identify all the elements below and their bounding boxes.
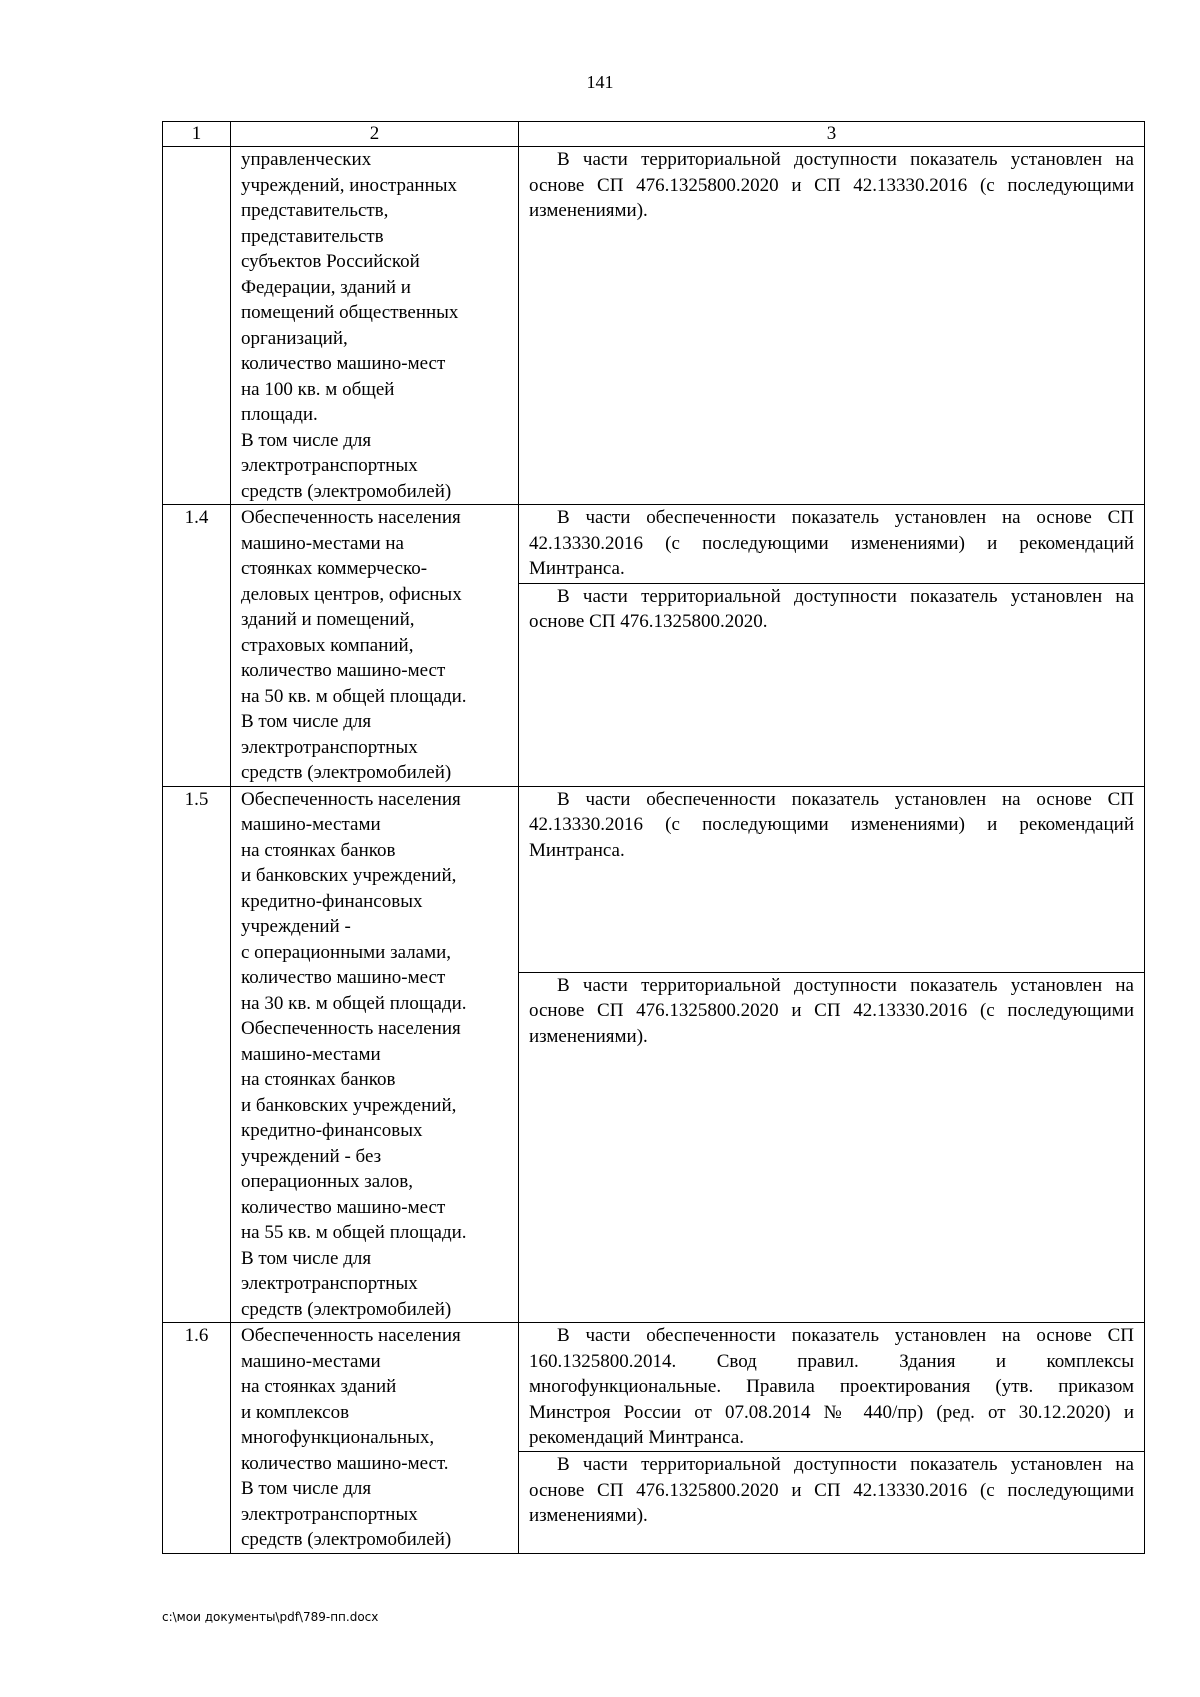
table-row <box>163 505 1145 584</box>
name-line: количество машино-мест <box>241 353 446 374</box>
name-line: представительств <box>241 225 384 247</box>
justification-cell <box>519 1323 1145 1452</box>
row-number: 1.5 <box>163 786 231 1323</box>
name-line: В том числе для <box>241 1247 372 1269</box>
name-line: кредитно-финансовых <box>241 890 423 912</box>
name-line: машино-местами <box>241 1043 381 1065</box>
name-line: представительств, <box>241 200 389 221</box>
name-line: и банковских учреждений, <box>241 1094 457 1116</box>
name-line: В том числе для <box>241 1478 372 1499</box>
table-header-row <box>163 122 1145 147</box>
name-line: Обеспеченность населения <box>241 1325 461 1346</box>
name-line: страховых компаний, <box>241 634 414 656</box>
name-line: с операционными залами, <box>241 941 452 963</box>
name-line: электротранспортных <box>241 1273 418 1294</box>
norms-table <box>162 121 1145 1554</box>
indicator-name <box>231 1323 519 1554</box>
name-line: субъектов Российской <box>241 251 420 272</box>
table-row <box>163 786 1145 972</box>
justification-cell <box>519 583 1145 786</box>
name-line: кредитно-финансовых <box>241 1120 423 1141</box>
name-line: на стоянках банков <box>241 1069 396 1090</box>
name-line: помещений общественных <box>241 302 459 323</box>
name-line: электротранспортных <box>241 736 418 758</box>
name-line: на 55 кв. м общей площади. <box>241 1222 467 1243</box>
justification-cell <box>519 147 1145 505</box>
row-number: 1.6 <box>163 1323 231 1554</box>
justification-cell <box>519 786 1145 972</box>
header-col-1: 1 <box>163 122 231 147</box>
name-line: учреждений - <box>241 916 351 937</box>
justification-text: В части обеспеченности показатель установлен на основе СП 160.1325800.2014. Свод правил. Здания и комплексы многофункциональные. Правила проектирования (утв. приказом Минстроя России от 07.08.2014 № 440/пр) (ред. от 30.12.2020) и рекомендаций Минтранса. <box>529 1325 1134 1448</box>
row-number: 1.4 <box>163 505 231 787</box>
name-line: средств (электромобилей) <box>241 762 452 783</box>
name-line: машино-местами на <box>241 532 404 554</box>
name-line: площади. <box>241 404 318 425</box>
page-number: 141 <box>586 72 614 92</box>
name-line: В том числе для <box>241 429 372 451</box>
indicator-name <box>231 786 519 1323</box>
name-line: средств (электромобилей) <box>241 1529 452 1550</box>
name-line: на 100 кв. м общей <box>241 378 395 400</box>
name-line: на 30 кв. м общей площади. <box>241 992 467 1014</box>
justification-cell <box>519 505 1145 584</box>
name-line: количество машино-мест. <box>241 1452 449 1474</box>
name-line: и комплексов <box>241 1401 350 1423</box>
name-line: Обеспеченность населения <box>241 1018 461 1039</box>
name-line: электротранспортных <box>241 455 418 476</box>
name-line: количество машино-мест <box>241 1196 446 1218</box>
name-line: количество машино-мест <box>241 660 446 681</box>
name-line: машино-местами <box>241 814 381 835</box>
name-line: учреждений - без <box>241 1145 382 1167</box>
justification-text: В части территориальной доступности показатель установлен на основе СП 476.1325800.2020 и СП 42.13330.2016 (с последующими изменениями). <box>529 1454 1134 1527</box>
name-line: В том числе для <box>241 711 372 732</box>
name-line: организаций, <box>241 327 348 349</box>
name-line: управленческих <box>241 149 372 170</box>
justification-text: В части обеспеченности показатель установлен на основе СП 42.13330.2016 (с последующими изменениями) и рекомендаций Минтранса. <box>529 788 1134 861</box>
footer-file-path: c:\мои документы\pdf\789-пп.docx <box>162 1610 379 1624</box>
justification-cell <box>519 1452 1145 1553</box>
name-line: на стоянках банков <box>241 839 396 861</box>
justification-text: В части территориальной доступности показатель установлен на основе СП 476.1325800.2020 и СП 42.13330.2016 (с последующими изменениями). <box>529 149 1134 221</box>
name-line: на стоянках зданий <box>241 1376 397 1397</box>
name-line: зданий и помещений, <box>241 609 415 630</box>
indicator-name <box>231 505 519 787</box>
name-line: количество машино-мест <box>241 967 446 988</box>
justification-cell <box>519 972 1145 1322</box>
name-line: машино-местами <box>241 1350 381 1372</box>
name-line: и банковских учреждений, <box>241 865 457 886</box>
name-line: операционных залов, <box>241 1171 414 1192</box>
name-line: деловых центров, офисных <box>241 583 462 605</box>
header-col-3: 3 <box>519 122 1145 147</box>
indicator-name <box>231 147 519 505</box>
row-number <box>163 147 231 505</box>
justification-text: В части территориальной доступности показатель установлен на основе СП 476.1325800.2020. <box>529 585 1134 633</box>
table-row <box>163 1323 1145 1452</box>
header-col-2: 2 <box>231 122 519 147</box>
table-row <box>163 147 1145 505</box>
name-line: учреждений, иностранных <box>241 174 458 196</box>
name-line: средств (электромобилей) <box>241 1298 452 1320</box>
name-line: стоянках коммерческо- <box>241 558 428 579</box>
name-line: Обеспеченность населения <box>241 507 461 528</box>
name-line: средств (электромобилей) <box>241 480 452 502</box>
name-line: многофункциональных, <box>241 1427 435 1448</box>
justification-text: В части обеспеченности показатель установлен на основе СП 42.13330.2016 (с последующими изменениями) и рекомендаций Минтранса. <box>529 507 1134 579</box>
name-line: на 50 кв. м общей площади. <box>241 685 467 707</box>
name-line: электротранспортных <box>241 1503 418 1525</box>
name-line: Федерации, зданий и <box>241 276 411 298</box>
name-line: Обеспеченность населения <box>241 788 461 810</box>
justification-text: В части территориальной доступности показатель установлен на основе СП 476.1325800.2020 и СП 42.13330.2016 (с последующими изменениями). <box>529 974 1134 1047</box>
